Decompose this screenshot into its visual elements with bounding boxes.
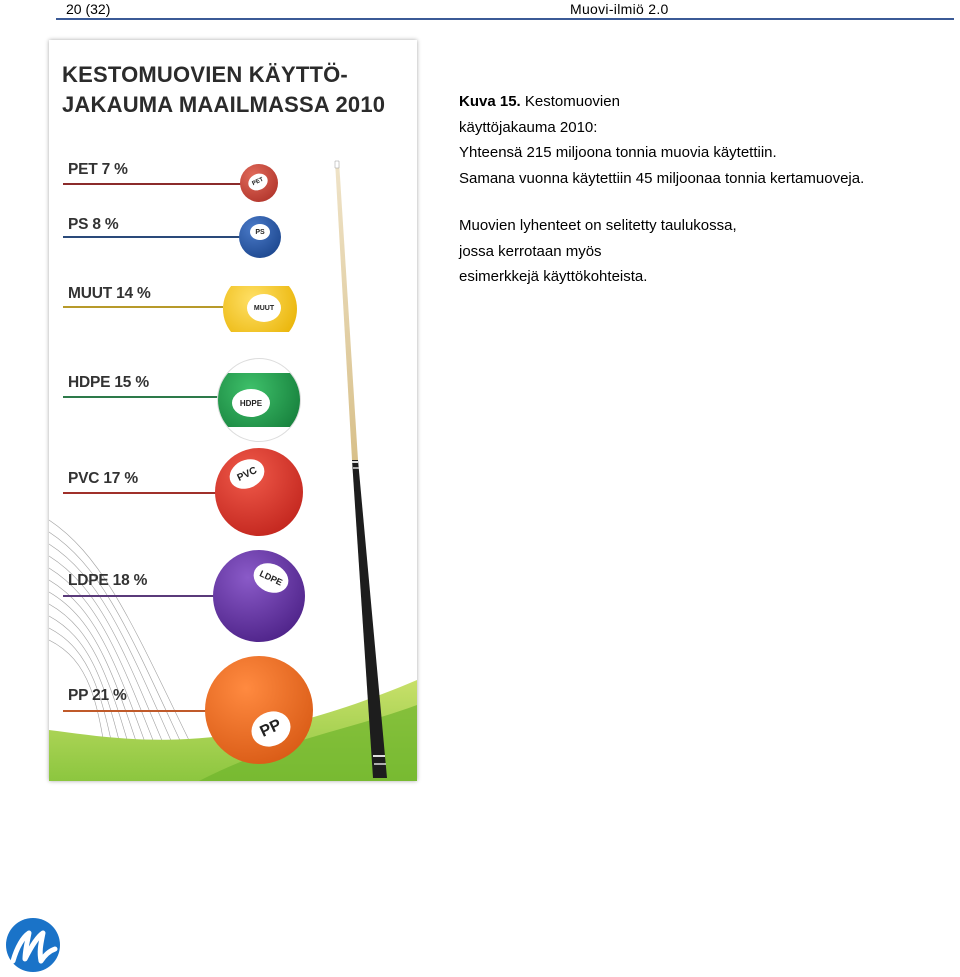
figure-number: Kuva 15. <box>459 93 521 110</box>
note-line-1: Muovien lyhenteet on selitetty taulukossa, <box>459 217 737 234</box>
label-hdpe: HDPE 15 % <box>68 374 149 391</box>
document-title: Muovi-ilmiö 2.0 <box>570 1 669 17</box>
abbreviation-note <box>459 213 737 290</box>
cue-stick <box>49 40 417 781</box>
label-pp: PP 21 % <box>68 687 127 704</box>
ball-pet-text: PET <box>246 171 271 194</box>
caption-line-4: Samana vuonna käytettiin 45 miljoonaa tonnia kertamuoveja. <box>459 169 865 187</box>
muovi-m-logo-icon <box>5 917 61 973</box>
plastics-usage-infographic <box>49 40 417 781</box>
ball-ldpe-text: LDPE <box>249 558 293 599</box>
caption-line-3: Yhteensä 215 miljoona tonnia muovia käytettiin. <box>459 144 777 161</box>
page-number: 20 (32) <box>66 1 111 17</box>
label-ps: PS 8 % <box>68 216 119 233</box>
ball-pvc-text: PVC <box>225 454 269 495</box>
caption-line-2: käyttöjakauma 2010: <box>459 118 598 136</box>
note-line-2: jossa kerrotaan myös <box>459 242 602 260</box>
label-ldpe: LDPE 18 % <box>68 572 148 589</box>
label-pet: PET 7 % <box>68 161 128 178</box>
ball-ps-text: PS <box>250 224 270 240</box>
title-line-1: KESTOMUOVIEN KÄYTTÖ- <box>62 62 348 87</box>
header-divider <box>56 18 954 20</box>
ball-hdpe-text: HDPE <box>232 389 270 417</box>
ball-muut-text: MUUT <box>247 294 281 322</box>
caption-line-1-text: Kestomuovien <box>524 93 620 110</box>
page-header <box>0 0 960 20</box>
title-line-2: JAKAUMA MAAILMASSA 2010 <box>62 92 386 117</box>
ball-pp-text: PP <box>246 705 297 753</box>
label-pvc: PVC 17 % <box>68 470 138 487</box>
note-line-3: esimerkkejä käyttökohteista. <box>459 268 648 285</box>
label-muut: MUUT 14 % <box>68 285 151 302</box>
caption-line-1 <box>459 89 939 115</box>
figure-caption <box>459 89 939 191</box>
